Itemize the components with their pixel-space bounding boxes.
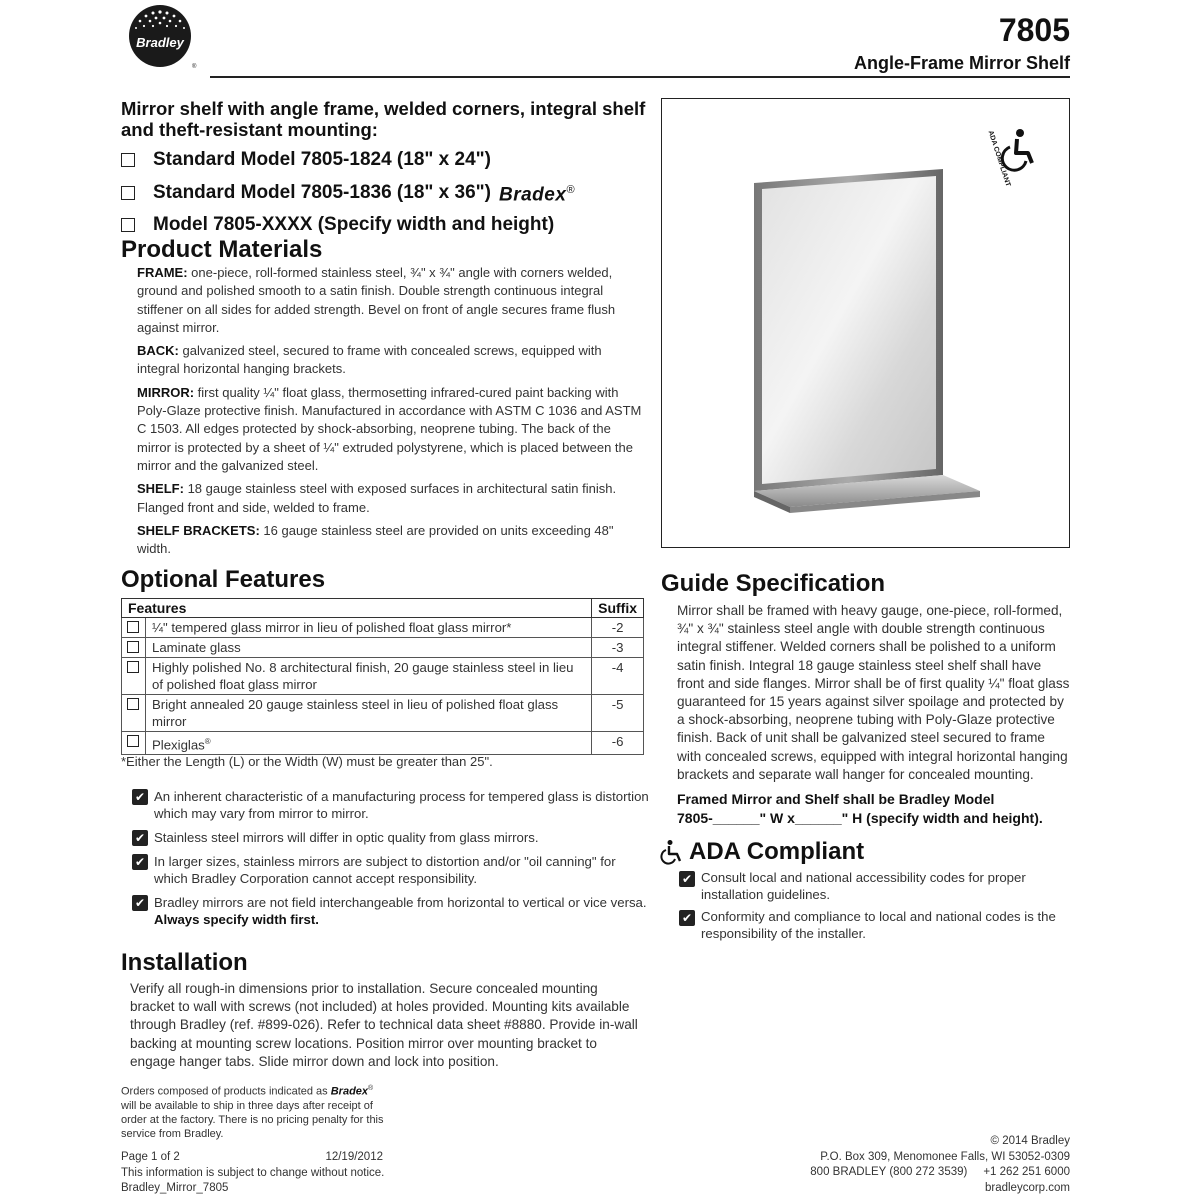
table-row [122, 732, 644, 755]
feature-suffix: -2 [592, 618, 644, 638]
bradex-note: Orders composed of products indicated as Bradex® will be available to ship in three days after receipt of order at the factory. There is no pricing penalty for this service from Bradley. [121, 1085, 384, 1140]
doc-id: Bradley_Mirror_7805 [121, 1182, 229, 1194]
model-label: Standard Model 7805-1836 (18" x 36") [153, 181, 491, 203]
materials-title: Product Materials [121, 236, 323, 263]
list-item: ✔ Conformity and compliance to local and national codes is the responsibility of the installer. [679, 909, 1074, 942]
installation-text: Verify all rough-in dimensions prior to installation. Secure concealed mounting bracket to wall with screws (not included) at holes provided. Mounting kits available through Bradley (ref. #899-026). Refer to technical data sheet #8880. Provide in-wall backing at mounting screw locations. Position mirror over mounting bracket to engage hanger tabs. Slide mirror down and lock into position. [130, 981, 638, 1069]
ada-notes-list [679, 870, 1074, 948]
optional-features-table [121, 598, 644, 755]
table-row [122, 658, 644, 695]
footer-right [810, 1134, 1070, 1196]
list-item: ✔ Consult local and national accessibility codes for proper installation guidelines. [679, 870, 1074, 903]
product-photo-frame [661, 98, 1070, 548]
table-row [122, 618, 644, 638]
feature-text: ¼" tempered glass mirror in lieu of polished float glass mirror* [146, 618, 592, 638]
intro-text: Mirror shelf with angle frame, welded corners, integral shelf and theft-resistant mounting: [121, 98, 646, 140]
materials-list [137, 264, 642, 563]
model-checkbox[interactable] [121, 153, 135, 167]
table-row [122, 638, 644, 658]
guide-text: Mirror shall be framed with heavy gauge, one-piece, roll-formed, ¾" x ¾" stainless steel angle with double strength continuous integral stiffener. Welded corners shall be polished to a uniform satin finish. Integral 18 gauge stainless steel shelf shall have front and side flanges. Mirror shall be of first quality ¼" float glass guaranteed for 15 years against silver spoilage and protected by a shock-absorbing, neoprene tubing with Poly-Glaze protective finish. Back of unit shall be galvanized steel secured to frame with concealed screws, equipped with integral horizontal hanging brackets and separate wall hanger for concealed mounting. [677, 603, 1070, 782]
feature-checkbox[interactable] [127, 661, 139, 673]
feature-checkbox[interactable] [127, 698, 139, 710]
model-option-1824 [121, 145, 651, 175]
list-item: ✔ An inherent characteristic of a manufacturing process for tempered glass is distortion which may vary from mirror to mirror. [132, 788, 652, 822]
address: P.O. Box 309, Menomonee Falls, WI 53052-0309 [820, 1150, 1070, 1163]
material-frame: FRAME: one-piece, roll-formed stainless steel, ¾" x ¾" angle with corners welded, ground and polished smooth to a satin finish. Double strength continuous integral stiffener on all sides for added strength. Bevel on front of angle secures frame flush against mirror. [137, 265, 616, 335]
copyright: © 2014 Bradley [990, 1135, 1070, 1147]
list-item: ✔ Bradley mirrors are not field interchangeable from horizontal to vertical or vice versa. Always specify width first. [132, 894, 652, 928]
model-label: Standard Model 7805-1824 (18" x 24") [153, 149, 491, 170]
material-mirror: MIRROR: first quality ¼" float glass, thermosetting infrared-cured paint backing with Poly-Glaze protective finish. Manufactured in accordance with ASTM C 1036 and ASTM C 1503. All edges protected by shock-absorbing, neoprene tubing. The back of the mirror is protected by a sheet of ¼" extruded polystyrene, which is placed between the mirror and the galvanized steel. [137, 384, 642, 473]
col-features: Features [122, 599, 592, 618]
feature-checkbox[interactable] [127, 621, 139, 633]
feature-checkbox[interactable] [127, 735, 139, 747]
bradley-logo [122, 2, 202, 70]
model-label: Model 7805-XXXX (Specify width and height) [153, 214, 555, 236]
guide-model-spec: Framed Mirror and Shelf shall be Bradley Model 7805-______" W x______" H (specify width and height). [677, 791, 1043, 826]
feature-text: Laminate glass [146, 638, 592, 658]
feature-checkbox[interactable] [127, 641, 139, 653]
material-shelf-brackets: SHELF BRACKETS: 16 gauge stainless steel are provided on units exceeding 48" width. [137, 522, 614, 557]
notes-list [132, 788, 652, 935]
checkmark-icon: ✔ [679, 910, 695, 926]
col-suffix: Suffix [592, 599, 644, 618]
ada-title: ADA Compliant [689, 838, 865, 865]
phone-line: 800 BRADLEY (800 272 3539) +1 262 251 6000 [810, 1166, 1070, 1178]
feature-text: Bright annealed 20 gauge stainless steel in lieu of polished float glass mirror [146, 695, 592, 732]
model-number: 7805 [998, 12, 1070, 48]
feature-suffix: -5 [592, 695, 644, 732]
model-name: Angle-Frame Mirror Shelf [853, 53, 1070, 73]
page-number: Page 1 of 2 [121, 1151, 180, 1163]
checkmark-icon: ✔ [132, 789, 148, 805]
feature-suffix: -6 [592, 732, 644, 755]
feature-text: Highly polished No. 8 architectural finish, 20 gauge stainless steel in lieu of polished float glass mirror [146, 658, 592, 695]
guide-title: Guide Specification [661, 570, 886, 597]
ada-heading [660, 838, 864, 866]
table-row [122, 695, 644, 732]
footer-left [121, 1150, 391, 1197]
list-item: ✔ In larger sizes, stainless mirrors are subject to distortion and/or "oil canning" for which Bradley Corporation cannot accept responsibility. [132, 853, 652, 887]
material-shelf: SHELF: 18 gauge stainless steel with exposed surfaces in architectural satin finish. Flanged front and side, welded to frame. [137, 481, 617, 515]
website-link[interactable]: bradleycorp.com [984, 1181, 1070, 1194]
material-back: BACK: galvanized steel, secured to frame with concealed screws, equipped with integral horizontal hanging brackets. [137, 343, 602, 377]
installation-title: Installation [121, 949, 248, 976]
table-footnote: *Either the Length (L) or the Width (W) must be greater than 25". [121, 754, 493, 769]
logo-text: Bradley [136, 35, 184, 50]
model-checkbox[interactable] [121, 218, 135, 232]
bradex-badge: Bradex® [499, 184, 576, 206]
checkmark-icon: ✔ [132, 895, 148, 911]
model-checkbox[interactable] [121, 186, 135, 200]
list-item: ✔ Stainless steel mirrors will differ in optic quality from glass mirrors. [132, 829, 652, 846]
header-rule [210, 76, 1070, 78]
svg-text:®: ® [192, 64, 197, 70]
doc-date: 12/19/2012 [325, 1151, 383, 1163]
ada-compliant-badge [986, 119, 1042, 188]
model-list [121, 145, 651, 240]
ada-badge-text: ADA COMPLIANT [986, 129, 1012, 188]
feature-suffix: -3 [592, 638, 644, 658]
mirror-shelf-illustration [662, 99, 1068, 546]
checkmark-icon: ✔ [679, 871, 695, 887]
optional-title: Optional Features [121, 566, 326, 593]
feature-text: Plexiglas® [146, 732, 592, 755]
change-notice: This information is subject to change without notice. [121, 1166, 385, 1179]
feature-suffix: -4 [592, 658, 644, 695]
checkmark-icon: ✔ [132, 830, 148, 846]
checkmark-icon: ✔ [132, 854, 148, 870]
wheelchair-icon [660, 839, 686, 865]
model-option-1836 [121, 175, 651, 210]
